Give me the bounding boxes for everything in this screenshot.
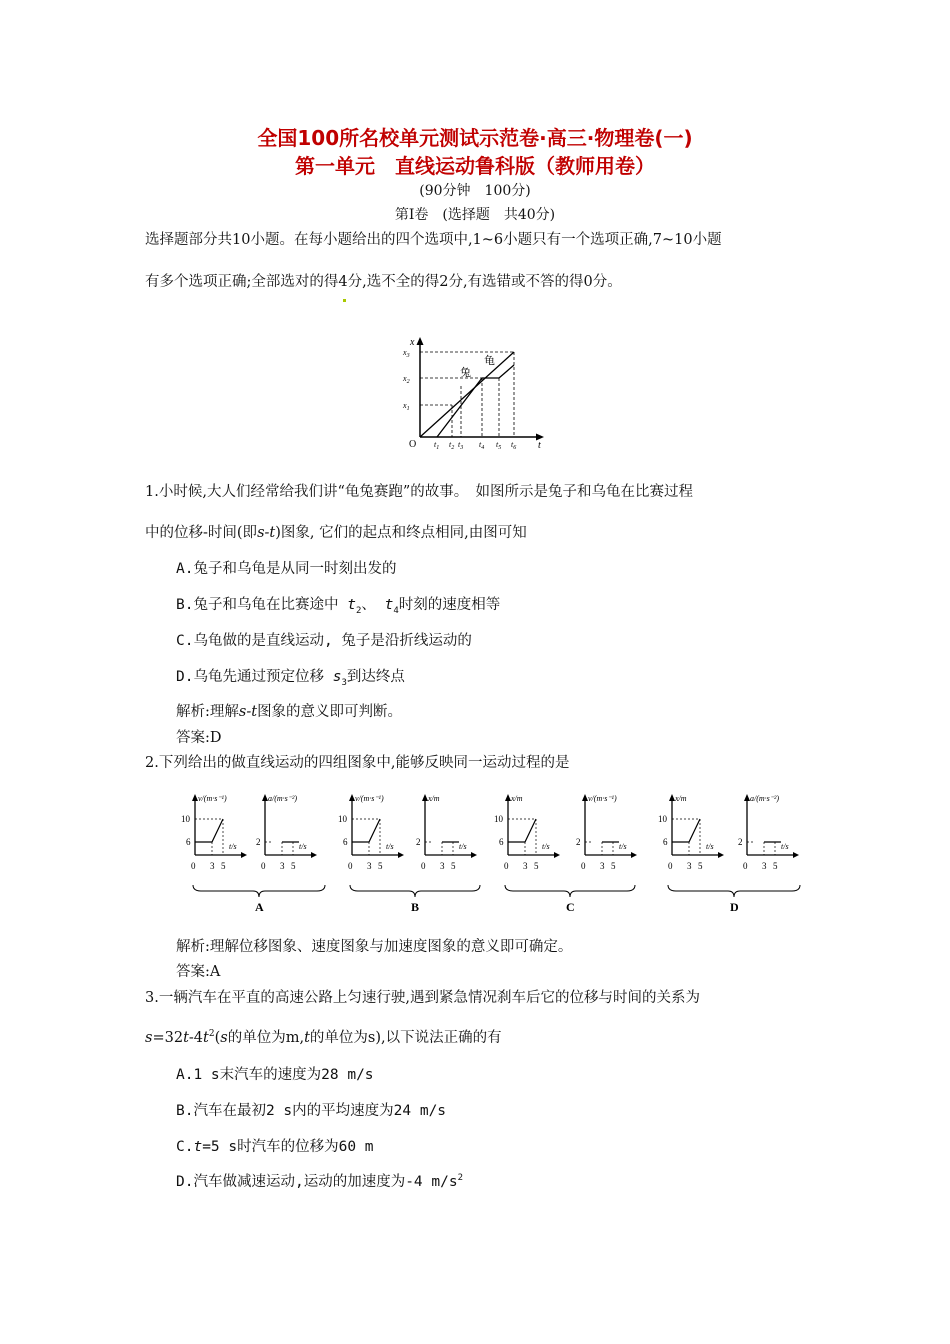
q3-option-b: B.汽车在最初2 s内的平均速度为24 m/s bbox=[176, 1103, 447, 1119]
svg-text:x3: $x_3$ bbox=[403, 348, 410, 359]
graph-4-ytick-10: 10 bbox=[494, 814, 503, 824]
q3-option-d: D.汽车做减速运动,运动的加速度为-4 $m/s^2$ bbox=[176, 1173, 463, 1190]
graph-7-ytick-2: 2 bbox=[738, 837, 743, 847]
q1-option-b: B.兔子和乌龟在比赛途中 $t_2$、 $t_4$时刻的速度相等 bbox=[176, 597, 501, 616]
graph-0-y-label: v/(m·s⁻¹) bbox=[198, 794, 227, 803]
page-subtitle: 第一单元 直线运动鲁科版（教师用卷） bbox=[295, 154, 655, 178]
turtle-label: 龟 bbox=[484, 355, 495, 367]
q1-answer: 答案:D bbox=[176, 730, 222, 746]
graph-6-xtick-3: 3 bbox=[687, 861, 692, 871]
q2-analysis: 解析:理解位移图象、速度图象与加速度图象的意义即可确定。 bbox=[176, 939, 573, 955]
graph-5-x-label: t/s bbox=[619, 842, 627, 851]
graph-1-xtick-3: 3 bbox=[280, 861, 285, 871]
graph-0-xtick-5: 5 bbox=[221, 861, 226, 871]
rabbit-line bbox=[437, 365, 514, 437]
graph-7-x-arrow bbox=[793, 852, 799, 858]
graph-5-xtick-5: 5 bbox=[611, 861, 616, 871]
graph-7-xtick-5: 5 bbox=[773, 861, 778, 871]
graph-5-ytick-2: 2 bbox=[576, 837, 581, 847]
graph-1-ytick-2: 2 bbox=[256, 837, 261, 847]
turtle-line bbox=[420, 352, 514, 437]
group-label-3: D bbox=[730, 900, 739, 914]
q1-stem-line-2: 中的位移-时间(即s-t)图象, 它们的起点和终点相同,由图可知 bbox=[145, 525, 527, 541]
q3-stem-line-2: $s=32t-4t^2(s$的单位为m,t的单位为s),以下说法正确的有 bbox=[145, 1029, 502, 1046]
y-arrow bbox=[417, 337, 424, 345]
svg-text:t6: $t_6$ bbox=[511, 440, 517, 450]
section-heading: 第Ⅰ卷 (选择题 共40分) bbox=[394, 207, 556, 223]
group-brace-0 bbox=[193, 885, 325, 897]
q3-stem-line-1: 3.一辆汽车在平直的高速公路上匀速行驶,遇到紧急情况刹车后它的位移与时间的关系为 bbox=[145, 990, 700, 1006]
y-axis-label: x bbox=[410, 337, 415, 348]
rabbit-label: 兔 bbox=[460, 367, 471, 379]
graph-1-y-label: a/(m·s⁻²) bbox=[268, 794, 298, 803]
page-title: 全国100所名校单元测试示范卷·高三·物理卷(一) bbox=[257, 126, 693, 150]
svg-text:t2: $t_2$ bbox=[449, 440, 455, 450]
graph-6-ytick-10: 10 bbox=[658, 814, 667, 824]
graph-2-ytick-6: 6 bbox=[343, 837, 348, 847]
svg-text:t5: $t_5$ bbox=[496, 440, 502, 450]
x-tick-labels bbox=[434, 440, 516, 450]
graph-5-xtick-3: 3 bbox=[600, 861, 605, 871]
svg-text:t1: $t_1$ bbox=[434, 440, 440, 450]
graph-3-xtick-3: 3 bbox=[440, 861, 445, 871]
q3-option-c: C.t=5 s时汽车的位移为60 m bbox=[176, 1139, 374, 1155]
graph-6-x-arrow bbox=[718, 852, 724, 858]
graph-2-curve bbox=[352, 819, 380, 842]
graph-7-x-label: t/s bbox=[781, 842, 789, 851]
graph-2-x-label: t/s bbox=[386, 842, 394, 851]
svg-text:x2: $x_2$ bbox=[403, 374, 410, 385]
svg-text:t4: $t_4$ bbox=[479, 440, 485, 450]
q1-analysis: 解析:理解s-t图象的意义即可判断。 bbox=[176, 704, 403, 720]
graph-2-ytick-10: 10 bbox=[338, 814, 347, 824]
graph-5-y-label: v/(m·s⁻¹) bbox=[588, 794, 617, 803]
graph-3-x-arrow bbox=[471, 852, 477, 858]
graph-6-xtick-5: 5 bbox=[698, 861, 703, 871]
x-axis-label: t bbox=[538, 440, 541, 450]
graph-5-xtick-0: 0 bbox=[581, 861, 586, 871]
graph-6-y-label: x/m bbox=[675, 794, 687, 803]
q2-graph-set bbox=[175, 785, 815, 915]
graph-2-xtick-3: 3 bbox=[367, 861, 372, 871]
graph-1-x-label: t/s bbox=[299, 842, 307, 851]
graph-6-x-label: t/s bbox=[706, 842, 714, 851]
exam-duration: (90分钟 100分) bbox=[419, 183, 531, 199]
graph-3-xtick-5: 5 bbox=[451, 861, 456, 871]
group-label-0: A bbox=[255, 900, 264, 914]
graph-0-x-label: t/s bbox=[229, 842, 237, 851]
graph-3-x-label: t/s bbox=[459, 842, 467, 851]
group-brace-2 bbox=[505, 885, 635, 897]
graph-1-x-arrow bbox=[311, 852, 317, 858]
graph-4-x-label: t/s bbox=[542, 842, 550, 851]
graph-4-ytick-6: 6 bbox=[499, 837, 504, 847]
graph-4-xtick-0: 0 bbox=[504, 861, 509, 871]
graph-4-curve bbox=[508, 819, 536, 842]
graph-0-ytick-10: 10 bbox=[181, 814, 190, 824]
graph-1-xtick-5: 5 bbox=[291, 861, 296, 871]
graph-6-xtick-0: 0 bbox=[668, 861, 673, 871]
graph-2-xtick-0: 0 bbox=[348, 861, 353, 871]
origin-label: O bbox=[409, 439, 417, 450]
stray-dot bbox=[343, 299, 346, 302]
graph-3-xtick-0: 0 bbox=[421, 861, 426, 871]
graph-7-y-label: a/(m·s⁻²) bbox=[750, 794, 780, 803]
graph-7-xtick-3: 3 bbox=[762, 861, 767, 871]
graph-7-xtick-0: 0 bbox=[743, 861, 748, 871]
q1-option-a: A.兔子和乌龟是从同一时刻出发的 bbox=[176, 561, 397, 577]
graph-2-y-label: v/(m·s⁻¹) bbox=[355, 794, 384, 803]
graph-6-ytick-6: 6 bbox=[663, 837, 668, 847]
graph-4-xtick-3: 3 bbox=[523, 861, 528, 871]
q2-answer: 答案:A bbox=[176, 964, 221, 980]
graph-0-xtick-3: 3 bbox=[210, 861, 215, 871]
graph-0-xtick-0: 0 bbox=[191, 861, 196, 871]
graph-6-curve bbox=[672, 819, 700, 842]
graph-4-x-arrow bbox=[554, 852, 560, 858]
q1-option-c: C.乌龟做的是直线运动, 兔子是沿折线运动的 bbox=[176, 633, 472, 649]
figure-st-graph bbox=[400, 332, 550, 450]
graph-0-x-arrow bbox=[241, 852, 247, 858]
graph-4-y-label: x/m bbox=[511, 794, 523, 803]
graph-0-curve bbox=[195, 819, 223, 842]
graph-5-x-arrow bbox=[631, 852, 637, 858]
q3-option-a: A.1 s末汽车的速度为28 m/s bbox=[176, 1067, 374, 1083]
group-brace-1 bbox=[350, 885, 480, 897]
group-label-1: B bbox=[411, 900, 420, 914]
q1-option-d: D.乌龟先通过预定位移 $s_3$到达终点 bbox=[176, 669, 405, 688]
graph-3-y-label: x/m bbox=[428, 794, 440, 803]
graph-0-ytick-6: 6 bbox=[186, 837, 191, 847]
q2-stem: 2.下列给出的做直线运动的四组图象中,能够反映同一运动过程的是 bbox=[145, 755, 570, 771]
y-tick-labels bbox=[402, 348, 410, 412]
intro-line-2: 有多个选项正确;全部选对的得4分,选不全的得2分,有选错或不答的得0分。 bbox=[145, 274, 622, 290]
graph-3-ytick-2: 2 bbox=[416, 837, 421, 847]
group-label-2: C bbox=[566, 900, 575, 914]
svg-text:x1: $x_1$ bbox=[403, 401, 410, 412]
graph-2-x-arrow bbox=[398, 852, 404, 858]
intro-line-1: 选择题部分共10小题。在每小题给出的四个选项中,1~6小题只有一个选项正确,7~10小题 bbox=[145, 232, 722, 248]
graph-2-xtick-5: 5 bbox=[378, 861, 383, 871]
group-brace-3 bbox=[668, 885, 800, 897]
graph-4-xtick-5: 5 bbox=[534, 861, 539, 871]
graph-1-xtick-0: 0 bbox=[261, 861, 266, 871]
q1-stem-line-1: 1.小时候,大人们经常给我们讲“龟兔赛跑”的故事。 如图所示是兔子和乌龟在比赛过程 bbox=[145, 484, 694, 500]
svg-text:t3: $t_3$ bbox=[458, 440, 464, 450]
